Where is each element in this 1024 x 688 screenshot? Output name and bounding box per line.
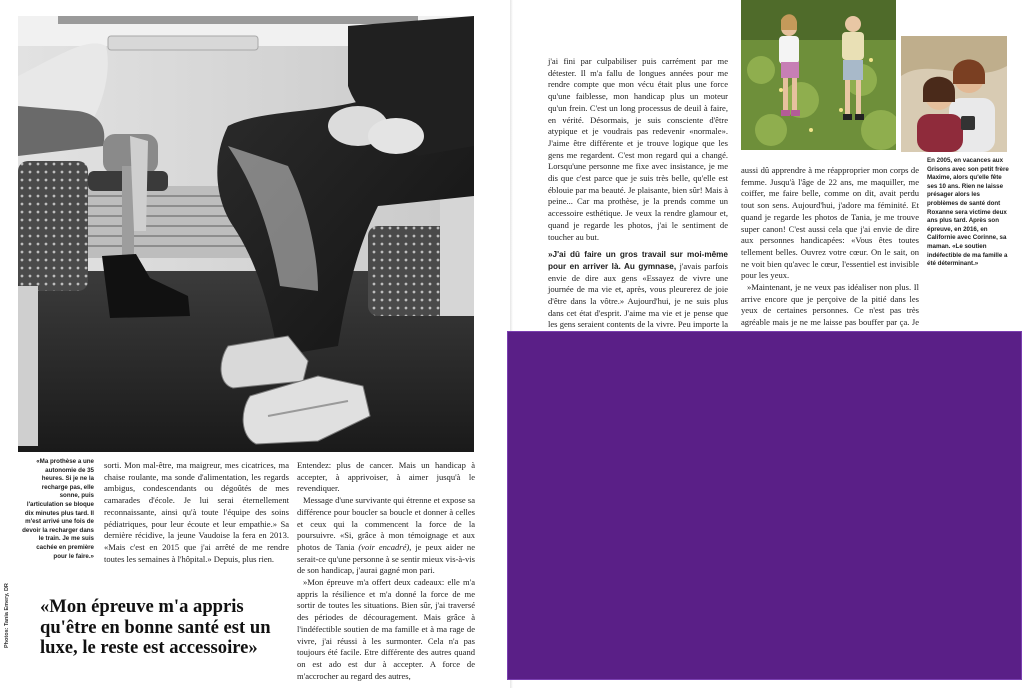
paragraph bbox=[297, 495, 475, 577]
photo-credit: Photos: Tania Emery, DR bbox=[4, 583, 10, 648]
article-column-2 bbox=[297, 460, 475, 682]
paragraph-text: j'avais parfois envie de dire aux gens «Essayez de vivre une journée de ma vie et, après, vous pleurerez de joie d'être dans la vôtre.» Aujourd'hui, je ne suis plus dans cet état d'esprit. J'aime ma vie et je pense que les gens seraient contents de la vivre. Peu importe la bbox=[548, 260, 728, 330]
article-column-1 bbox=[104, 460, 289, 565]
paragraph: »Maintenant, je ne veux pas idéaliser non plus. Il arrive encore que je perçoive de la pitié dans les yeux de certaines personnes. Ce n'est pas très agréable mais je ne me laisse pas bouffer par ça. Je bbox=[741, 282, 919, 328]
train-seats-prosthetic-leg-photo bbox=[18, 16, 474, 452]
two-women-portrait-photo bbox=[901, 36, 1007, 152]
article-column-3 bbox=[548, 56, 728, 355]
paragraph: Entendez: plus de cancer. Mais un handicap à accepter, à apprivoiser, à aimer jusqu'à le revendiquer. bbox=[297, 460, 475, 494]
photo-illustration bbox=[741, 0, 896, 150]
children-in-meadow-photo bbox=[741, 0, 896, 150]
paragraph: j'ai fini par culpabiliser puis carrément par me détester. Il m'a fallu de longues années pour me rendre compte que mon vécu était plus une force qu'une faiblesse, mon handicap plus un moteur qu'un frein. C'est un long processus de deuil à faire, en vérité. Désormais, je suis consciente d'être atypique et je voudrais pas redevenir «normale». J'aime être différente et je trouve logique que les gens me regardent. C'est mon regard qui a changé. Lorsqu'une personne me fixe avec insistance, je me dis que c'est parce que je suis très belle, qu'elle est éblouie par ma beauté. Je plaisante, bien sûr! Mais à peine... Car ma prothèse, je la prends comme un accessoire esthétique. Je veux la rendre glamour et, quand je regarde les photos, j'ai le sentiment de toucher au but. bbox=[548, 56, 728, 242]
paragraph-text: Message d'une survivante qui étrenne et expose sa différence pour boucler sa boucle et donner à celles et ceux qui la commencent la force de la poursuivre. «Si, grâce à mon témoignage et aux photos de Tania bbox=[297, 495, 475, 552]
paragraph: aussi dû apprendre à me réapproprier mon corps de femme. Jusqu'à l'âge de 22 ans, me maquiller, me coiffer, me faire belle, comme on dit, avait perdu tout son sens. Aujourd'hui, j'adore ma féminité. Et quand je regarde les photos de Tania, je me trouve super canon! C'est aussi cela que j'ai envie de dire aux personnes handicapées: «Vous êtes toutes tellement belles. Ouvrez votre cœur. On le sait, on ne voit bien qu'avec le cœur, l'essentiel est invisible pour les yeux. bbox=[741, 165, 919, 281]
photo-caption-left: «Ma prothèse a une autonomie de 35 heures. Si je ne la recharge pas, elle sonne, puis l'articulation se bloque dix minutes plus tard. Il m'est arrivé une fois de devoir la recharger dans le train. Je me suis cachée en première pour le faire.» bbox=[22, 458, 94, 560]
paragraph-text: , je peux aider ne serait-ce qu'une personne à se sentir mieux vis-à-vis de son handicap, j'aurai gagné mon pari. bbox=[297, 541, 475, 576]
photo-caption-right: En 2005, en vacances aux Grisons avec son petit frère Maxime, alors qu'elle fête ses 10 ans. Rien ne laisse présager alors les problèmes de santé dont Roxanne sera victime deux ans plus tard. Après son épreuve, en 2016, en Californie avec Corinne, sa maman. «Le soutien indéfectible de ma famille a été déterminant.» bbox=[927, 157, 1009, 268]
purple-image-placeholder bbox=[507, 331, 1022, 680]
photo-illustration bbox=[18, 16, 474, 452]
pull-quote: «Mon épreuve m'a appris qu'être en bonne santé est un luxe, le reste est accessoire» bbox=[40, 596, 271, 658]
see-box-reference: (voir encadré) bbox=[358, 541, 410, 552]
paragraph: sorti. Mon mal-être, ma maigreur, mes cicatrices, ma chaise roulante, ma sonde d'alimentation, les regards ambigus, condescendants ou dégoûtés de mes camarades d'école. Je lui serai éternellement reconnaissante, ainsi qu'à toute l'équipe des soins pédiatriques, pour leur écoute et leur empathie.» Sa dernière récidive, la jeune Vaudoise la fera en 2013. «Mais c'est en 2015 que j'ai arrêté de me rendre toutes les semaines à l'hôpital.» Depuis, plus rien. bbox=[104, 460, 289, 564]
paragraph: »Mon épreuve m'a offert deux cadeaux: elle m'a appris la résilience et m'a donné la force de me sortir de toutes les situations. Bien sûr, j'ai traversé des périodes de découragement. Mais grâce à l'indéfectible soutien de ma famille et à ma rage de vivre, j'ai réussi à les surmonter. Cela n'a pas toujours été facile. Etre différente des autres quand on est ado est dur à accepter. A force de m'accrocher au regard des autres, bbox=[297, 577, 475, 681]
photo-illustration bbox=[901, 36, 1007, 152]
lead-in: »J'ai dû faire un gros travail sur moi-même pour en arriver là. Au gymnase, bbox=[548, 250, 728, 271]
article-column-4 bbox=[741, 165, 919, 341]
